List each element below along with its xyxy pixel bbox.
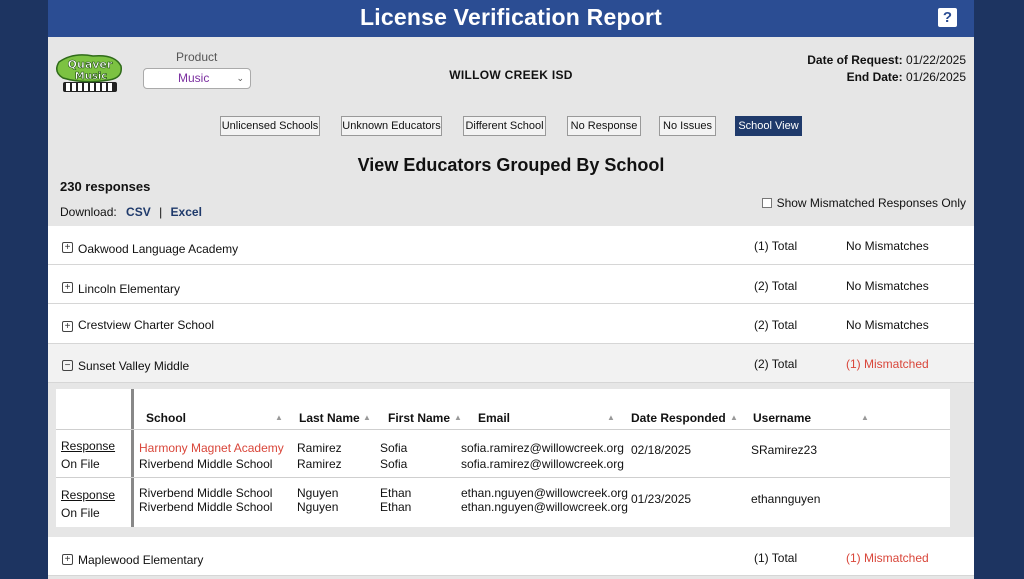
school-status: No Mismatches xyxy=(846,318,929,332)
row-label-divider xyxy=(131,389,134,527)
cell-last-name: Ramirez xyxy=(297,441,342,455)
district-name: WILLOW CREEK ISD xyxy=(449,68,573,82)
report-dates xyxy=(807,52,966,86)
cell-first-name: Sofia xyxy=(380,457,408,471)
help-button[interactable]: ? xyxy=(938,8,957,27)
product-label: Product xyxy=(176,50,218,64)
filter-unknown-educators[interactable]: Unknown Educators xyxy=(341,116,442,136)
cell-school-response: Harmony Magnet Academy xyxy=(139,441,284,455)
row-label-response[interactable]: Response xyxy=(61,488,116,502)
filter-no-issues[interactable]: No Issues xyxy=(659,116,716,136)
row-divider xyxy=(56,477,950,478)
school-total: (2) Total xyxy=(754,357,798,371)
cell-first-name: Sofia xyxy=(380,441,408,455)
expand-icon[interactable]: + xyxy=(62,554,73,565)
logo-text-top: Quaver xyxy=(67,58,113,71)
filter-different-school[interactable]: Different School xyxy=(463,116,546,136)
cell-first-name: Ethan xyxy=(380,500,412,514)
educator-detail-table xyxy=(56,389,950,529)
school-total: (2) Total xyxy=(754,318,798,332)
sort-icon[interactable]: ▲ xyxy=(363,413,371,422)
download-excel-link[interactable]: Excel xyxy=(170,205,202,219)
school-row[interactable] xyxy=(48,304,974,344)
col-header-school[interactable]: School xyxy=(146,411,187,425)
row-label-on-file: On File xyxy=(61,506,100,520)
download-label: Download: xyxy=(60,205,117,219)
cell-school-on-file: Riverbend Middle School xyxy=(139,457,273,471)
end-date-value: 01/26/2025 xyxy=(905,70,966,84)
expand-icon[interactable]: + xyxy=(62,321,73,332)
download-links xyxy=(60,205,202,219)
sort-icon[interactable]: ▲ xyxy=(607,413,615,422)
cell-last-name: Ramirez xyxy=(297,457,342,471)
school-row[interactable] xyxy=(48,537,974,576)
request-date-label: Date of Request: xyxy=(807,53,903,67)
end-date-label: End Date: xyxy=(846,70,903,84)
view-title: View Educators Grouped By School xyxy=(357,155,665,175)
school-status: No Mismatches xyxy=(846,239,929,253)
school-status: No Mismatches xyxy=(846,279,929,293)
mismatch-only-label: Show Mismatched Responses Only xyxy=(776,196,966,210)
report-panel xyxy=(48,37,974,579)
cell-first-name: Ethan xyxy=(380,486,412,500)
logo-text-bottom: Music xyxy=(74,71,108,82)
header-bar xyxy=(48,0,974,37)
cell-email: sofia.ramirez@willowcreek.org xyxy=(461,457,624,471)
col-header-first-name[interactable]: First Name xyxy=(388,411,451,425)
col-header-last-name[interactable]: Last Name xyxy=(299,411,360,425)
product-select-value: Music xyxy=(178,71,210,85)
school-name: Sunset Valley Middle xyxy=(78,359,190,373)
filter-no-response[interactable]: No Response xyxy=(567,116,641,136)
school-row-expanded[interactable] xyxy=(48,344,974,383)
request-date-value: 01/22/2025 xyxy=(905,53,966,67)
filter-school-view[interactable]: School View xyxy=(735,116,802,136)
cell-school-on-file: Riverbend Middle School xyxy=(139,500,273,514)
school-total: (1) Total xyxy=(754,551,798,565)
cell-last-name: Nguyen xyxy=(297,500,339,514)
school-status: (1) Mismatched xyxy=(846,357,929,371)
school-total: (2) Total xyxy=(754,279,798,293)
school-row[interactable] xyxy=(48,265,974,304)
filter-unlicensed-schools[interactable]: Unlicensed Schools xyxy=(220,116,320,136)
row-label-on-file: On File xyxy=(61,457,100,471)
sort-icon[interactable]: ▲ xyxy=(861,413,869,422)
sort-icon[interactable]: ▲ xyxy=(275,413,283,422)
cell-username: ethannguyen xyxy=(751,492,821,506)
header-divider xyxy=(56,429,950,430)
row-label-response[interactable]: Response xyxy=(61,439,116,453)
cell-date-responded: 02/18/2025 xyxy=(631,443,692,457)
filter-bar xyxy=(48,116,974,137)
cell-date-responded: 01/23/2025 xyxy=(631,492,692,506)
school-name: Maplewood Elementary xyxy=(78,553,204,567)
cell-school-response: Riverbend Middle School xyxy=(139,486,273,500)
col-header-username[interactable]: Username xyxy=(753,411,812,425)
page-title: License Verification Report xyxy=(360,4,662,30)
chevron-down-icon: ⌄ xyxy=(236,73,244,83)
download-csv-link[interactable]: CSV xyxy=(126,205,151,219)
school-row[interactable] xyxy=(48,226,974,265)
expand-icon[interactable]: + xyxy=(62,242,73,253)
cell-email: ethan.nguyen@willowcreek.org xyxy=(461,500,628,514)
response-count: 230 responses xyxy=(60,179,151,194)
cell-last-name: Nguyen xyxy=(297,486,339,500)
school-name: Oakwood Language Academy xyxy=(78,242,239,256)
cell-username: SRamirez23 xyxy=(751,443,818,457)
school-status: (1) Mismatched xyxy=(846,551,929,565)
sort-icon[interactable]: ▲ xyxy=(730,413,738,422)
col-header-date-responded[interactable]: Date Responded xyxy=(631,411,726,425)
expand-icon[interactable]: + xyxy=(62,282,73,293)
download-separator: | xyxy=(159,205,163,219)
mismatch-only-checkbox[interactable] xyxy=(762,198,772,208)
mismatch-only-toggle[interactable] xyxy=(762,196,966,210)
cell-email: sofia.ramirez@willowcreek.org xyxy=(461,441,624,455)
cell-email: ethan.nguyen@willowcreek.org xyxy=(461,486,628,500)
school-total: (1) Total xyxy=(754,239,798,253)
school-name: Crestview Charter School xyxy=(78,318,215,332)
sort-icon[interactable]: ▲ xyxy=(454,413,462,422)
school-name: Lincoln Elementary xyxy=(78,282,181,296)
collapse-icon[interactable]: − xyxy=(62,360,73,371)
educator-detail-inner xyxy=(56,389,950,527)
col-header-email[interactable]: Email xyxy=(478,411,511,425)
